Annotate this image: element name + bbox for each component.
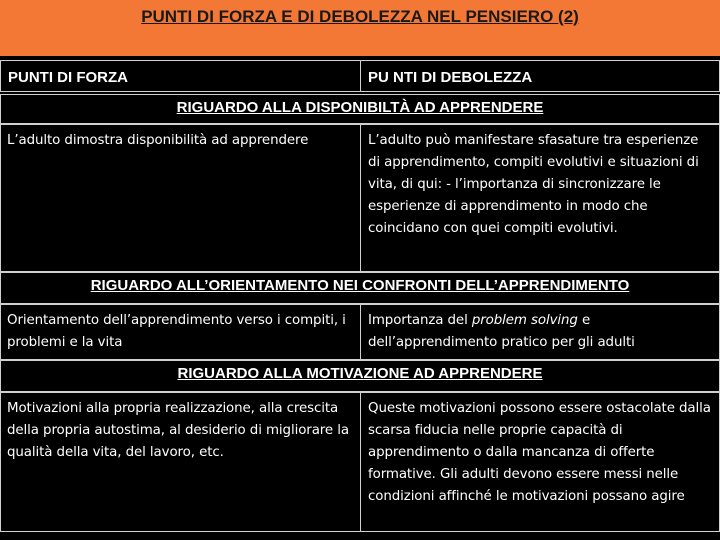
slide-title: PUNTI DI FORZA E DI DEBOLEZZA NEL PENSIERO (2) bbox=[141, 7, 579, 26]
section-heading-availability bbox=[0, 94, 720, 124]
slide-title-bar bbox=[0, 0, 720, 56]
section-heading-orientation bbox=[0, 272, 720, 304]
weakness-orientation-text-end: e dell’apprendimento pratico per gli adulti bbox=[368, 313, 635, 350]
weakness-orientation bbox=[360, 304, 720, 360]
section-heading-availability-label: RIGUARDO ALLA DISPONIBILTÀ AD APPRENDERE bbox=[176, 99, 544, 116]
column-header-strengths-label: PUNTI DI FORZA bbox=[8, 69, 128, 86]
weakness-orientation-text-start: Importanza del bbox=[368, 313, 472, 328]
section-heading-orientation-label: RIGUARDO ALL’ORIENTAMENTO NEI CONFRONTI DELL’APPRENDIMENTO bbox=[90, 277, 630, 294]
strength-availability: L’adulto dimostra disponibilità ad apprendere bbox=[0, 124, 362, 272]
column-header-strengths bbox=[0, 60, 362, 92]
column-header-weaknesses-label: PU NTI DI DEBOLEZZA bbox=[368, 69, 533, 86]
strength-motivation: Motivazioni alla propria realizzazione, alla crescita della propria autostima, al desiderio di migliorare la qualità della vita, del lavoro, etc. bbox=[0, 392, 362, 532]
section-heading-motivation bbox=[0, 360, 720, 392]
section-heading-motivation-label: RIGUARDO ALLA MOTIVAZIONE AD APPRENDERE bbox=[177, 365, 543, 382]
weakness-motivation: Queste motivazioni possono essere ostacolate dalla scarsa fiducia nelle proprie capacità di apprendimento o dalla mancanza di offerte formative. Gli adulti devono essere messi nelle condizioni affinché le motivazioni possano agire bbox=[360, 392, 720, 532]
strength-orientation: Orientamento dell’apprendimento verso i compiti, i problemi e la vita bbox=[0, 304, 362, 360]
column-header-weaknesses bbox=[360, 60, 720, 92]
weakness-orientation-emphasis: problem solving bbox=[471, 313, 578, 328]
weakness-availability: L’adulto può manifestare sfasature tra esperienze di apprendimento, compiti evolutivi e situazioni di vita, di qui: - l’importanza di sincronizzare le esperienze di apprendimento in modo che coincidano con quei compiti evolutivi. bbox=[360, 124, 720, 272]
